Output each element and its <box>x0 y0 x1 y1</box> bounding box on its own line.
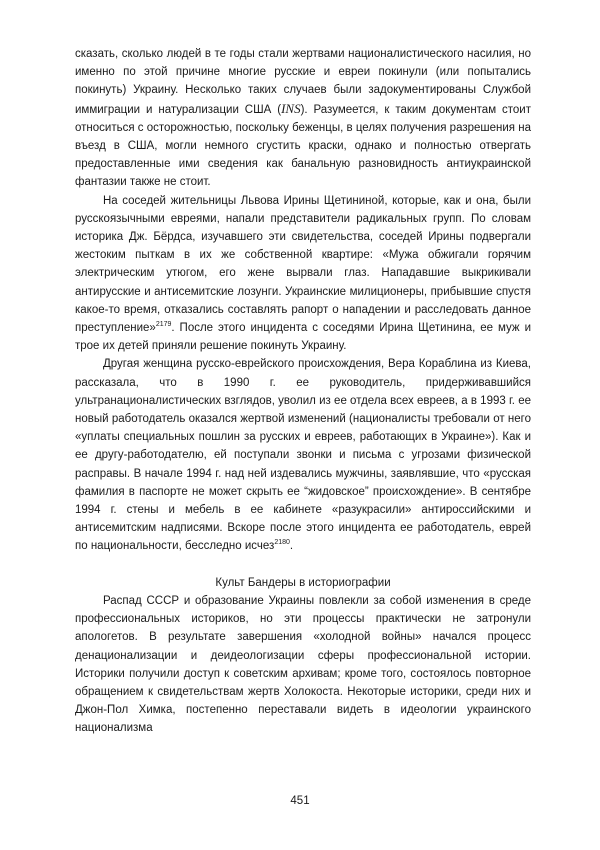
section-gap <box>75 556 531 574</box>
page-number: 451 <box>290 795 310 807</box>
section-heading: Культ Бандеры в историографии <box>215 576 391 589</box>
ins-abbreviation: INS <box>281 100 301 116</box>
paragraph-4: Распад СССР и образование Украины повлекли за собой изменения в среде профессиональных историков, но эти процессы практически не затронули апологетов. В результате завершения «холодной войны» начался процесс денационализации и деидеологизации сферы профессиональной истории. Историки получили доступ к советским архивам; кроме того, состоялось повторное обращением к свидетельствам жертв Холокоста. Некоторые историки, среди них и Джон-Пол Химка, постепенно переставали видеть в идеологии украинского национализма <box>75 594 531 735</box>
paragraph-1: сказать, сколько людей в те годы стали жертвами националистического насилия, но именно по этой причине многие русские и евреи покинули (или попытались покинуть) Украину. Несколько таких случаев были задокументированы Службой иммиграции и натурализации США (INS). Разумеется, к таким документам стоит относиться с осторожностью, поскольку беженцы, в целях получения разрешения на въезд в США, могли немного сгустить краски, однако и полностью отвергать предоставленные ими сведения как банальную разновидность антиукраинской фантазии также не стоит. <box>75 48 532 189</box>
footnote-ref-2180[interactable]: 2180 <box>274 539 290 547</box>
body-text <box>75 45 531 738</box>
footnote-ref-2179[interactable]: 2179 <box>155 321 172 329</box>
paragraph-3: Другая женщина русско-еврейского происхождения, Вера Кораблина из Киева, рассказала, что в 1990 г. ее руководитель, придерживавшийся ультранационалистических взглядов, уволил из ее отдела всех евреев, а в 1993 г. ее новый работодатель оказался жертвой изменений (националисты требовали от него «уплаты специальных пошлин за русских и евреев, работающих в Украине»). Как и ее другу-работодателю, ей поступали звонки и письма с угрозами физической расправы. В начале 1994 г. над ней издевались мужчины, заявлявшие, что «русская фамилия в паспорте не может скрыть ее “жидовское” происхождение». В сентябре 1994 г. стены и мебель в ее кабинете «разукрасили» антироссийскими и антисемитским надписями. Вскоре после этого инцидента ее работодатель, еврей по национальности, бесследно исчез$^{2180}$. <box>75 358 531 553</box>
paragraph-2: На соседей жительницы Львова Ирины Щетининой, которые, как и она, были русскоязычными евреями, напали представители радикальных групп. По словам историка Дж. Бёрдса, изучавшего эти свидетельства, соседей Ирины подвергали жестоким пыткам в их же собственной квартире: «Мужа обжигали горячим электрическим утюгом, его жене вырвали глаз. Нападавшие выкрикивали антирусские и антисемитские лозунги. Украинские милиционеры, прибывшие спустя какое-то время, отказались составлять рапорт о нападении и расследовать данное преступление»$^{2179}$. После этого инцидента с соседями Ирина Щетинина, ее муж и трое их детей приняли решение покинуть Украину. <box>75 194 531 353</box>
